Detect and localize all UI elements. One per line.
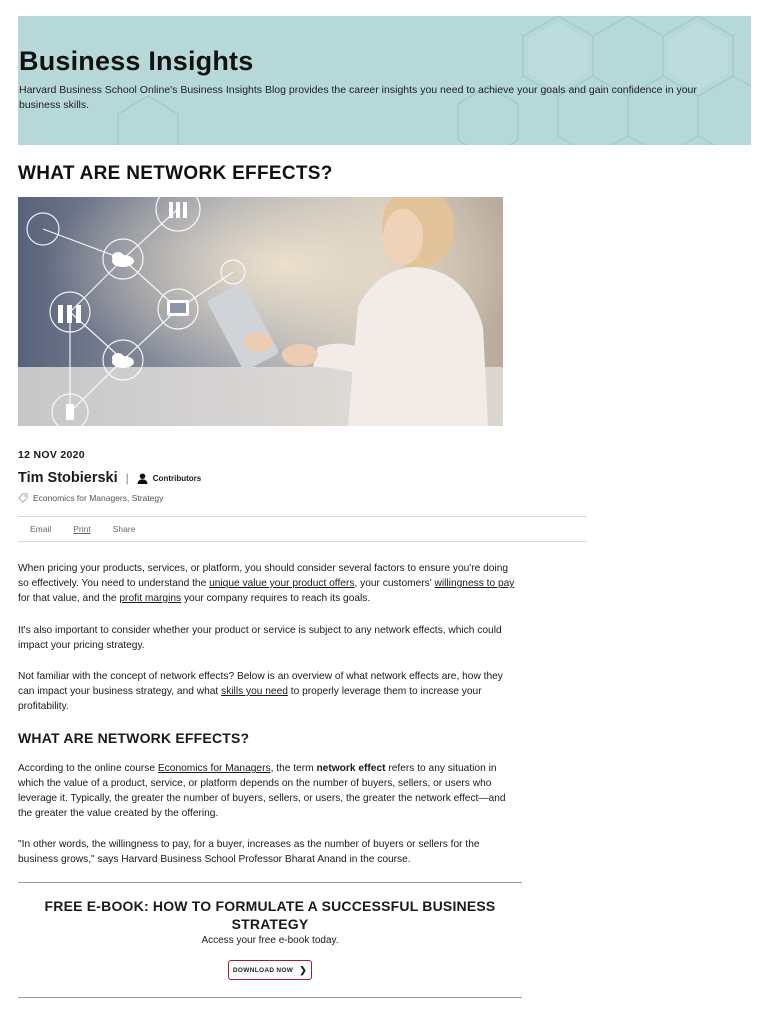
tags-row — [18, 493, 163, 503]
print-link[interactable]: Print — [73, 524, 91, 534]
body-paragraph-2: It's also important to consider whether your product or service is subject to any network effects, which could impact your pricing strategy. — [18, 625, 502, 651]
publish-date: 12 NOV 2020 — [18, 449, 85, 461]
text-span: Not familiar with the concept of network effects? Below is an overview of what network effects are, how they can impact your business strategy, and what — [18, 671, 503, 697]
chevron-right-icon: ❯ — [299, 964, 308, 975]
banner-description: Harvard Business School Online's Business Insights Blog provides the career insights you need to achieve your goals and gain confidence in your business skills. — [19, 84, 697, 111]
bold-term: network effect — [316, 763, 386, 774]
article-title: WHAT ARE NETWORK EFFECTS? — [18, 163, 333, 184]
profit-margins-link[interactable]: profit margins — [119, 593, 182, 604]
body-paragraph-5: "In other words, the willingness to pay, for a buyer, increases as the number of buyers or sellers for the business grows," says Harvard Business School Professor Bharat Anand in the course. — [18, 839, 480, 865]
section-heading: WHAT ARE NETWORK EFFECTS? — [18, 730, 250, 746]
contributors-link[interactable]: Contributors — [152, 473, 202, 483]
text-span: According to the online course — [18, 763, 158, 774]
download-now-label: DOWNLOAD NOW — [232, 966, 294, 974]
text-span: , the term — [270, 763, 317, 774]
share-link[interactable]: Share — [112, 524, 136, 534]
person-icon — [137, 473, 148, 484]
hero-image — [18, 197, 503, 426]
skills-you-need-link[interactable]: skills you need — [221, 686, 288, 697]
text-span: When pricing your products, services, or platform, you should consider several factors to ensure you're doing so effectively. You need to understand the — [18, 563, 509, 589]
email-link[interactable]: Email — [30, 524, 52, 534]
text-span: for that value, and the — [18, 593, 120, 604]
author-separator: | — [125, 471, 129, 485]
tag-icon — [18, 493, 28, 503]
ebook-cta — [18, 882, 522, 998]
banner-title: Business Insights — [19, 46, 254, 76]
woman-with-tablet-network-illustration — [18, 197, 503, 426]
text-span: your company requires to reach its goals. — [181, 593, 371, 604]
hexagon-pattern-decoration — [18, 16, 751, 145]
body-paragraph-3 — [18, 669, 518, 714]
willingness-to-pay-link[interactable]: willingness to pay — [434, 578, 515, 589]
blog-banner — [18, 16, 751, 145]
economics-for-managers-link[interactable]: Economics for Managers — [157, 763, 271, 774]
share-bar — [18, 516, 587, 542]
cta-subtitle: Access your free e-book today. — [201, 935, 339, 946]
text-span: , your customers' — [354, 578, 435, 589]
article-tags-links[interactable]: Economics for Managers, Strategy — [33, 493, 164, 503]
body-paragraph-4 — [18, 761, 518, 821]
text-span: refers to any situation in which the value of a product, service, or platform depends on the number of buyers, sellers, or users who leverage it. Typically, the greater the number of buyers, sellers, or users, the greater the network effect—and the greater the value created by the offering. — [18, 763, 506, 819]
unique-value-link[interactable]: unique value your product offers — [209, 578, 355, 589]
text-span: to properly leverage them to increase your profitability. — [18, 686, 482, 712]
author-name-link[interactable]: Tim Stobierski — [18, 470, 118, 486]
body-paragraph-1 — [18, 561, 518, 606]
download-now-button[interactable] — [228, 960, 312, 980]
author-row — [18, 470, 201, 486]
cta-title: FREE E-BOOK: HOW TO FORMULATE A SUCCESSFUL BUSINESS STRATEGY — [44, 898, 496, 932]
